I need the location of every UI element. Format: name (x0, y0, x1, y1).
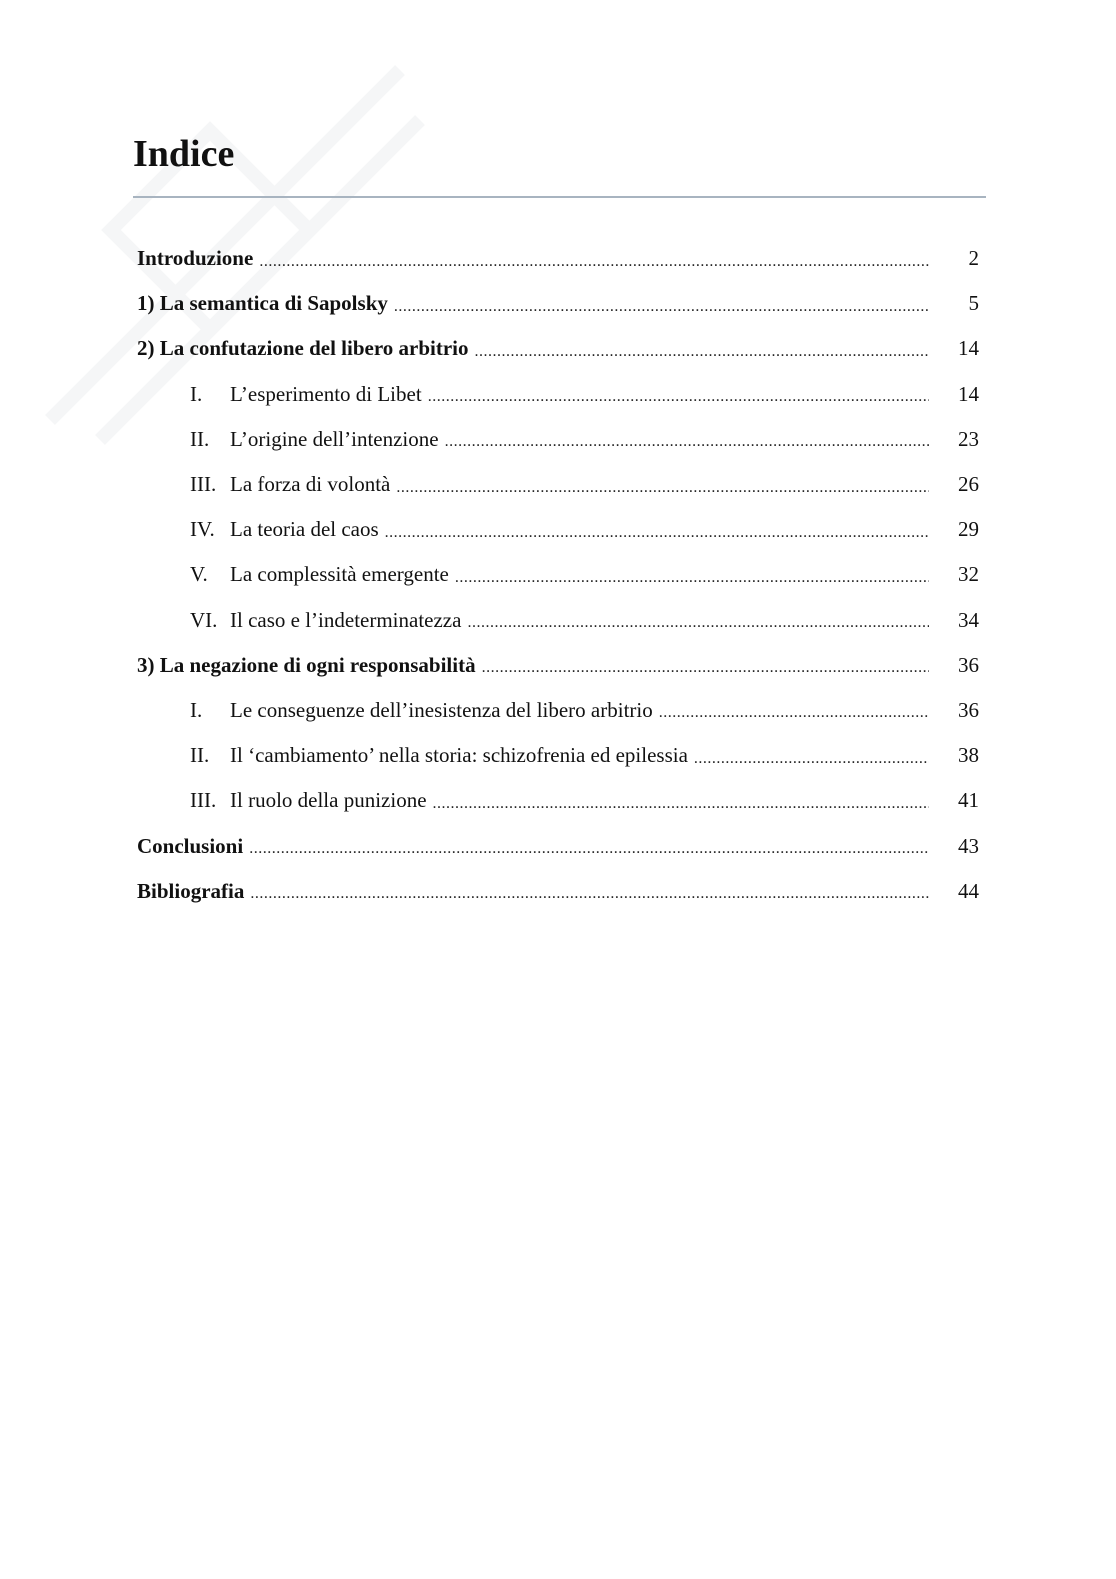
toc-entry-title: Conclusioni (137, 833, 244, 858)
toc-entry-title: Introduzione (137, 246, 254, 271)
toc-entry[interactable] (137, 643, 979, 688)
toc-entry-page-number: 29 (958, 517, 979, 542)
toc-entry-page-number: 41 (958, 788, 979, 813)
toc-entry-title: Le conseguenze dell’inesistenza del libero arbitrio (230, 697, 653, 722)
toc-entry-page-number: 38 (958, 743, 979, 768)
toc-entry[interactable] (137, 462, 979, 507)
toc-entry-numeral: II. (190, 743, 210, 768)
toc-entry-page-number: 5 (968, 291, 979, 316)
toc-entry-numeral: VI. (190, 607, 218, 632)
toc-entry-numeral: I. (190, 697, 203, 722)
toc-entry[interactable] (137, 733, 979, 778)
toc-entry-title: Bibliografia (137, 878, 245, 903)
toc-entry-numeral: IV. (190, 517, 215, 542)
toc-entry-page-number: 34 (958, 607, 979, 632)
toc-entry-numeral: I. (190, 381, 203, 406)
dot-leader (455, 569, 929, 587)
toc-entry-title: Il ‘cambiamento’ nella storia: schizofrenia ed epilessia (230, 743, 688, 768)
toc-entry-title: La teoria del caos (230, 517, 379, 542)
dot-leader (250, 885, 929, 903)
toc-entry-page-number: 14 (958, 336, 979, 361)
toc-entry-page-number: 44 (958, 878, 979, 903)
toc-entry-title: Il ruolo della punizione (230, 788, 427, 813)
toc-entry-title: Il caso e l’indeterminatezza (230, 607, 462, 632)
toc-entry-page-number: 26 (958, 472, 979, 497)
dot-leader (475, 343, 930, 361)
page-title: Indice (133, 133, 235, 175)
dot-leader (659, 704, 929, 722)
toc-entry[interactable] (137, 326, 979, 371)
toc-entry-page-number: 32 (958, 562, 979, 587)
dot-leader (259, 253, 929, 271)
toc-entry[interactable] (137, 598, 979, 643)
dot-leader (385, 524, 929, 542)
toc-entry[interactable] (137, 507, 979, 552)
toc-entry-page-number: 36 (958, 652, 979, 677)
toc-entry[interactable] (137, 281, 979, 326)
toc-entry[interactable] (137, 372, 979, 417)
toc-entry-title: 3) La negazione di ogni responsabilità (137, 652, 476, 677)
toc-entry-numeral: II. (190, 426, 210, 451)
toc-entry-title: La complessità emergente (230, 562, 449, 587)
dot-leader (394, 298, 929, 316)
toc-entry[interactable] (137, 688, 979, 733)
toc-entry-numeral: V. (190, 562, 208, 587)
title-divider (133, 196, 986, 198)
toc-entry[interactable] (137, 236, 979, 281)
toc-entry[interactable] (137, 552, 979, 597)
toc-entry-page-number: 23 (958, 426, 979, 451)
dot-leader (467, 614, 929, 632)
toc-entry-page-number: 14 (958, 381, 979, 406)
toc-entry-title: L’esperimento di Libet (230, 381, 422, 406)
toc-entry[interactable] (137, 869, 979, 914)
dot-leader (433, 795, 929, 813)
toc-entry[interactable] (137, 823, 979, 868)
dot-leader (396, 479, 929, 497)
toc-entry-title: 2) La confutazione del libero arbitrio (137, 336, 469, 361)
table-of-contents (137, 236, 979, 914)
dot-leader (249, 840, 929, 858)
toc-entry-numeral: III. (190, 788, 217, 813)
toc-entry-title: 1) La semantica di Sapolsky (137, 291, 388, 316)
dot-leader (445, 433, 929, 451)
toc-entry-page-number: 43 (958, 833, 979, 858)
toc-entry-page-number: 36 (958, 697, 979, 722)
toc-entry[interactable] (137, 778, 979, 823)
toc-entry-numeral: III. (190, 472, 217, 497)
dot-leader (428, 388, 929, 406)
toc-entry[interactable] (137, 417, 979, 462)
toc-entry-title: L’origine dell’intenzione (230, 426, 439, 451)
dot-leader (482, 659, 929, 677)
dot-leader (694, 750, 929, 768)
toc-entry-page-number: 2 (968, 246, 979, 271)
toc-entry-title: La forza di volontà (230, 472, 391, 497)
